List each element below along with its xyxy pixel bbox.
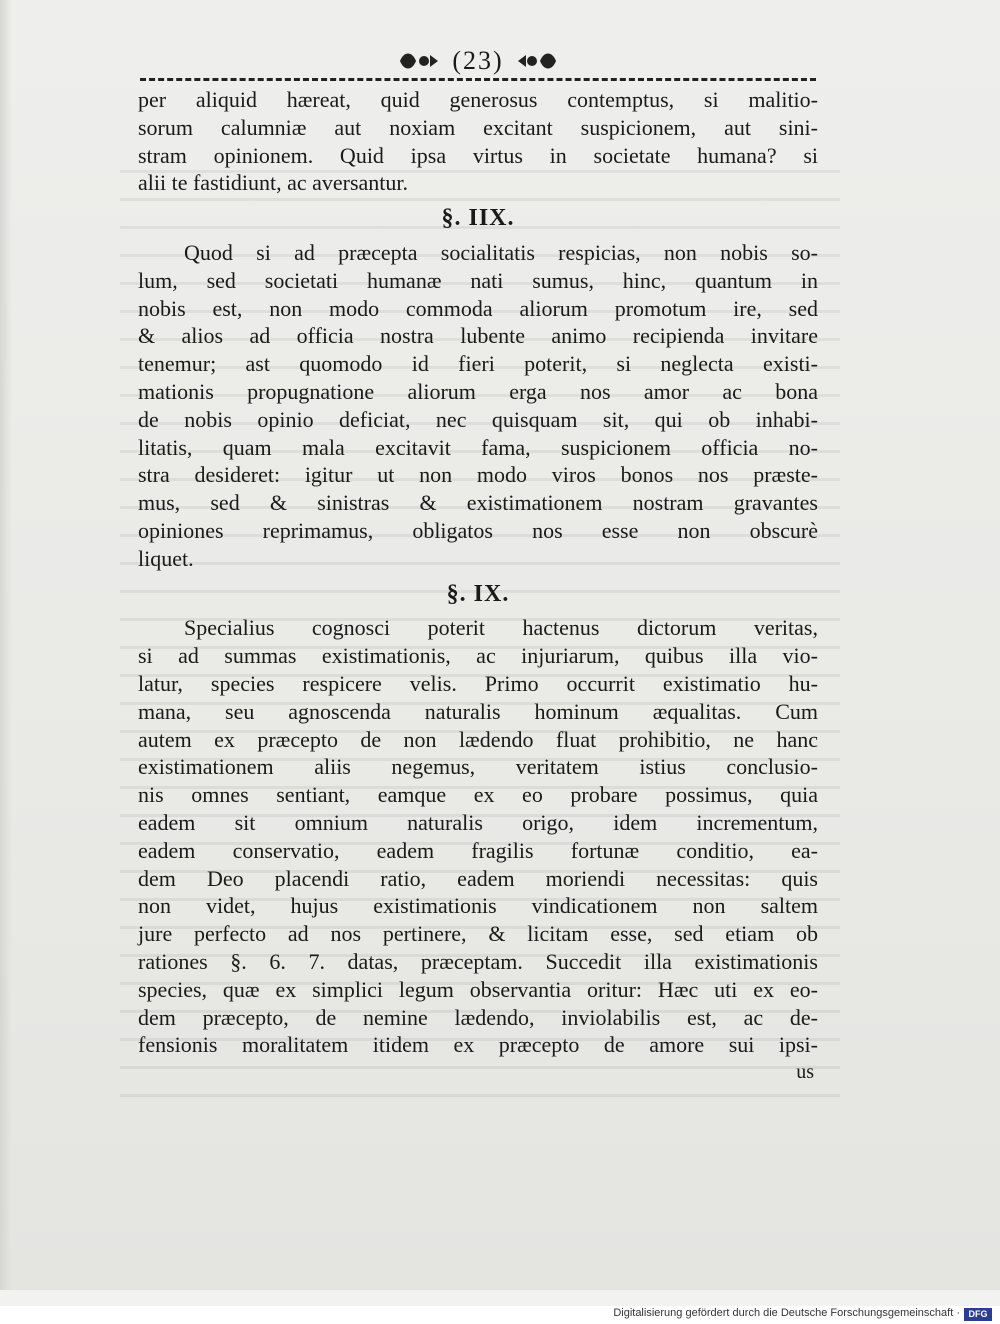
text-line: lum, sed societati humanæ nati sumus, hinc, quantum in: [138, 267, 818, 293]
section-heading-9: §. IX.: [446, 580, 510, 607]
text-line: mana, seu agnoscenda naturalis hominum æqualitas. Cum: [138, 698, 818, 724]
text-line: non videt, hujus existimationis vindicationem non saltem: [138, 893, 818, 919]
section-heading-8: §. IIX.: [441, 205, 515, 232]
page-number: (23): [452, 46, 504, 75]
page-header: [140, 44, 816, 84]
text-line: fensionis moralitatem itidem ex præcepto de amore sui ipsi-: [138, 1032, 818, 1058]
text-line: dem Deo placendi ratio, eadem moriendi necessitas: quis: [138, 865, 818, 891]
text-line: mationis propugnatione aliorum erga nos amor ac bona: [138, 378, 818, 404]
right-ornament-icon: [514, 49, 560, 73]
text-line: stram opinionem. Quid ipsa virtus in societate humana? si: [138, 142, 818, 168]
text-line: & alios ad officia nostra lubente animo recipienda invitare: [138, 323, 818, 349]
text-line: rationes §. 6. 7. datas, præceptam. Succedit illa existimationis: [138, 948, 818, 974]
text-line: Specialius cognosci poterit hactenus dictorum veritas,: [184, 615, 818, 641]
text-line: Quod si ad præcepta socialitatis respicias, non nobis so-: [184, 239, 818, 265]
text-line: dem præcepto, de nemine lædendo, inviolabilis est, ac de-: [138, 1004, 818, 1030]
text-line: nis omnes sentiant, eamque ex eo probare possimus, quia: [138, 782, 818, 808]
text-line: mus, sed & sinistras & existimationem nostram gravantes: [138, 490, 818, 516]
header-rule: [140, 78, 816, 81]
catchword: us: [796, 1061, 814, 1084]
text-line: per aliquid hæreat, quid generosus contemptus, si malitio-: [138, 87, 818, 112]
text-line: existimationem aliis negemus, veritatem istius conclusio-: [138, 754, 818, 780]
text-line: jure perfecto ad nos pertinere, & licitam esse, sed etiam ob: [138, 921, 818, 947]
text-line: latur, species respicere velis. Primo occurrit existimatio hu-: [138, 670, 818, 696]
text-line: stra desideret: igitur ut non modo viros bonos nos præste-: [138, 462, 818, 488]
text-line: eadem sit omnium naturalis origo, idem incrementum,: [138, 809, 818, 835]
text-line: liquet.: [138, 545, 194, 571]
funding-credit: Digitalisierung gefördert durch die Deutsche Forschungsgemeinschaft ·: [613, 1307, 960, 1319]
left-ornament-icon: [396, 49, 442, 73]
text-line: alii te fastidiunt, ac aversantur.: [138, 170, 409, 196]
dfg-logo: DFG: [964, 1308, 992, 1321]
text-line: si ad summas existimationis, ac injuriarum, quibus illa vio-: [138, 643, 818, 669]
text-line: opiniones reprimamus, obligatos nos esse non obscurè: [138, 517, 818, 543]
digitization-footer: [0, 1306, 1000, 1324]
page-edge-shadow: [0, 0, 12, 1290]
text-line: tenemur; ast quomodo id fieri poterit, si neglecta existi-: [138, 351, 818, 377]
text-line: species, quæ ex simplici legum observantia oritur: Hæc uti ex eo-: [138, 976, 818, 1002]
text-line: autem ex præcepto de non lædendo fluat prohibitio, ne hanc: [138, 726, 818, 752]
text-line: de nobis opinio deficiat, nec quisquam sit, qui ob inhabi-: [138, 406, 818, 432]
text-line: litatis, quam mala excitavit fama, suspicionem officia no-: [138, 434, 818, 460]
text-line: eadem conservatio, eadem fragilis fortunæ conditio, ea-: [138, 837, 818, 863]
body-text: [138, 86, 818, 1087]
text-line: nobis est, non modo commoda aliorum promotum ire, sed: [138, 295, 818, 321]
text-line: sorum calumniæ aut noxiam excitant suspicionem, aut sini-: [138, 114, 818, 140]
